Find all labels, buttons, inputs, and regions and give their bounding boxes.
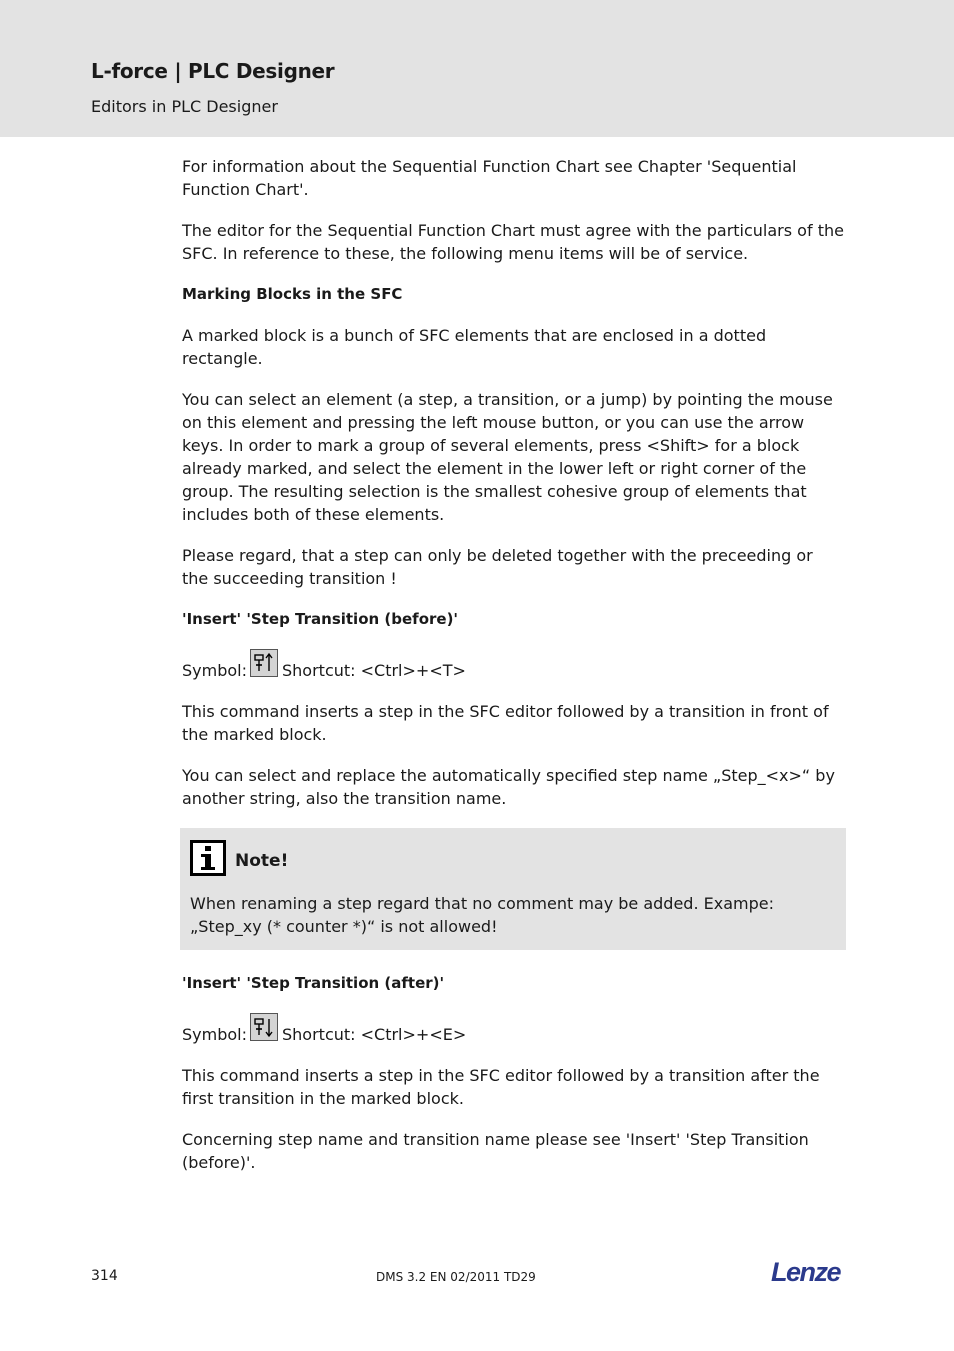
shortcut-before: Shortcut: <Ctrl>+<T> [282,661,466,680]
paragraph: You can select an element (a step, a transition, or a jump) by pointing the mouse on this element and pressing the left mouse button, or you can use the arrow keys. In order to mark a group of several elements, press <Shift> for a block already marked, and select the element in the lower left or right corner of the group. The resulting selection is the smallest cohesive group of elements that includes both of these elements. [182,390,833,524]
symbol-line-before [182,649,844,682]
symbol-label: Symbol: [182,1025,247,1044]
paragraph: This command inserts a step in the SFC editor followed by a transition after the first transition in the marked block. [182,1066,820,1108]
section-heading-marking: Marking Blocks in the SFC [182,285,403,303]
document-id: DMS 3.2 EN 02/2011 TD29 [376,1270,536,1284]
step-transition-after-icon [250,1013,278,1041]
page-header [0,0,954,137]
info-icon [190,840,235,882]
symbol-line-after [182,1013,844,1046]
paragraph: You can select and replace the automatically specified step name „Step_<x>“ by another string, also the transition name. [182,766,835,808]
paragraph: Concerning step name and transition name please see 'Insert' 'Step Transition (before)'. [182,1130,809,1172]
paragraph: This command inserts a step in the SFC editor followed by a transition in front of the marked block. [182,702,829,744]
step-transition-before-icon [250,649,278,677]
logo-text: Lenze [771,1258,841,1286]
note-text: When renaming a step regard that no comment may be added. Exampe: „Step_xy (* counter *)“ is not allowed! [190,894,774,936]
paragraph: The editor for the Sequential Function Chart must agree with the particulars of the SFC. In reference to these, the following menu items will be of service. [182,221,844,263]
header-subtitle: Editors in PLC Designer [91,97,278,116]
paragraph: For information about the Sequential Function Chart see Chapter 'Sequential Function Chart'. [182,157,797,199]
paragraph: A marked block is a bunch of SFC elements that are enclosed in a dotted rectangle. [182,326,767,368]
note-header [190,840,834,882]
section-heading-after: 'Insert' 'Step Transition (after)' [182,974,445,992]
lenze-logo [771,1258,851,1290]
header-title: L-force | PLC Designer [91,59,335,83]
symbol-label: Symbol: [182,661,247,680]
note-box [180,828,846,950]
main-content [182,155,844,1192]
shortcut-after: Shortcut: <Ctrl>+<E> [282,1025,467,1044]
paragraph: Please regard, that a step can only be deleted together with the preceeding or the succeeding transition ! [182,546,813,588]
note-title: Note! [235,850,289,871]
page-number: 314 [91,1268,118,1284]
section-heading-before: 'Insert' 'Step Transition (before)' [182,610,459,628]
